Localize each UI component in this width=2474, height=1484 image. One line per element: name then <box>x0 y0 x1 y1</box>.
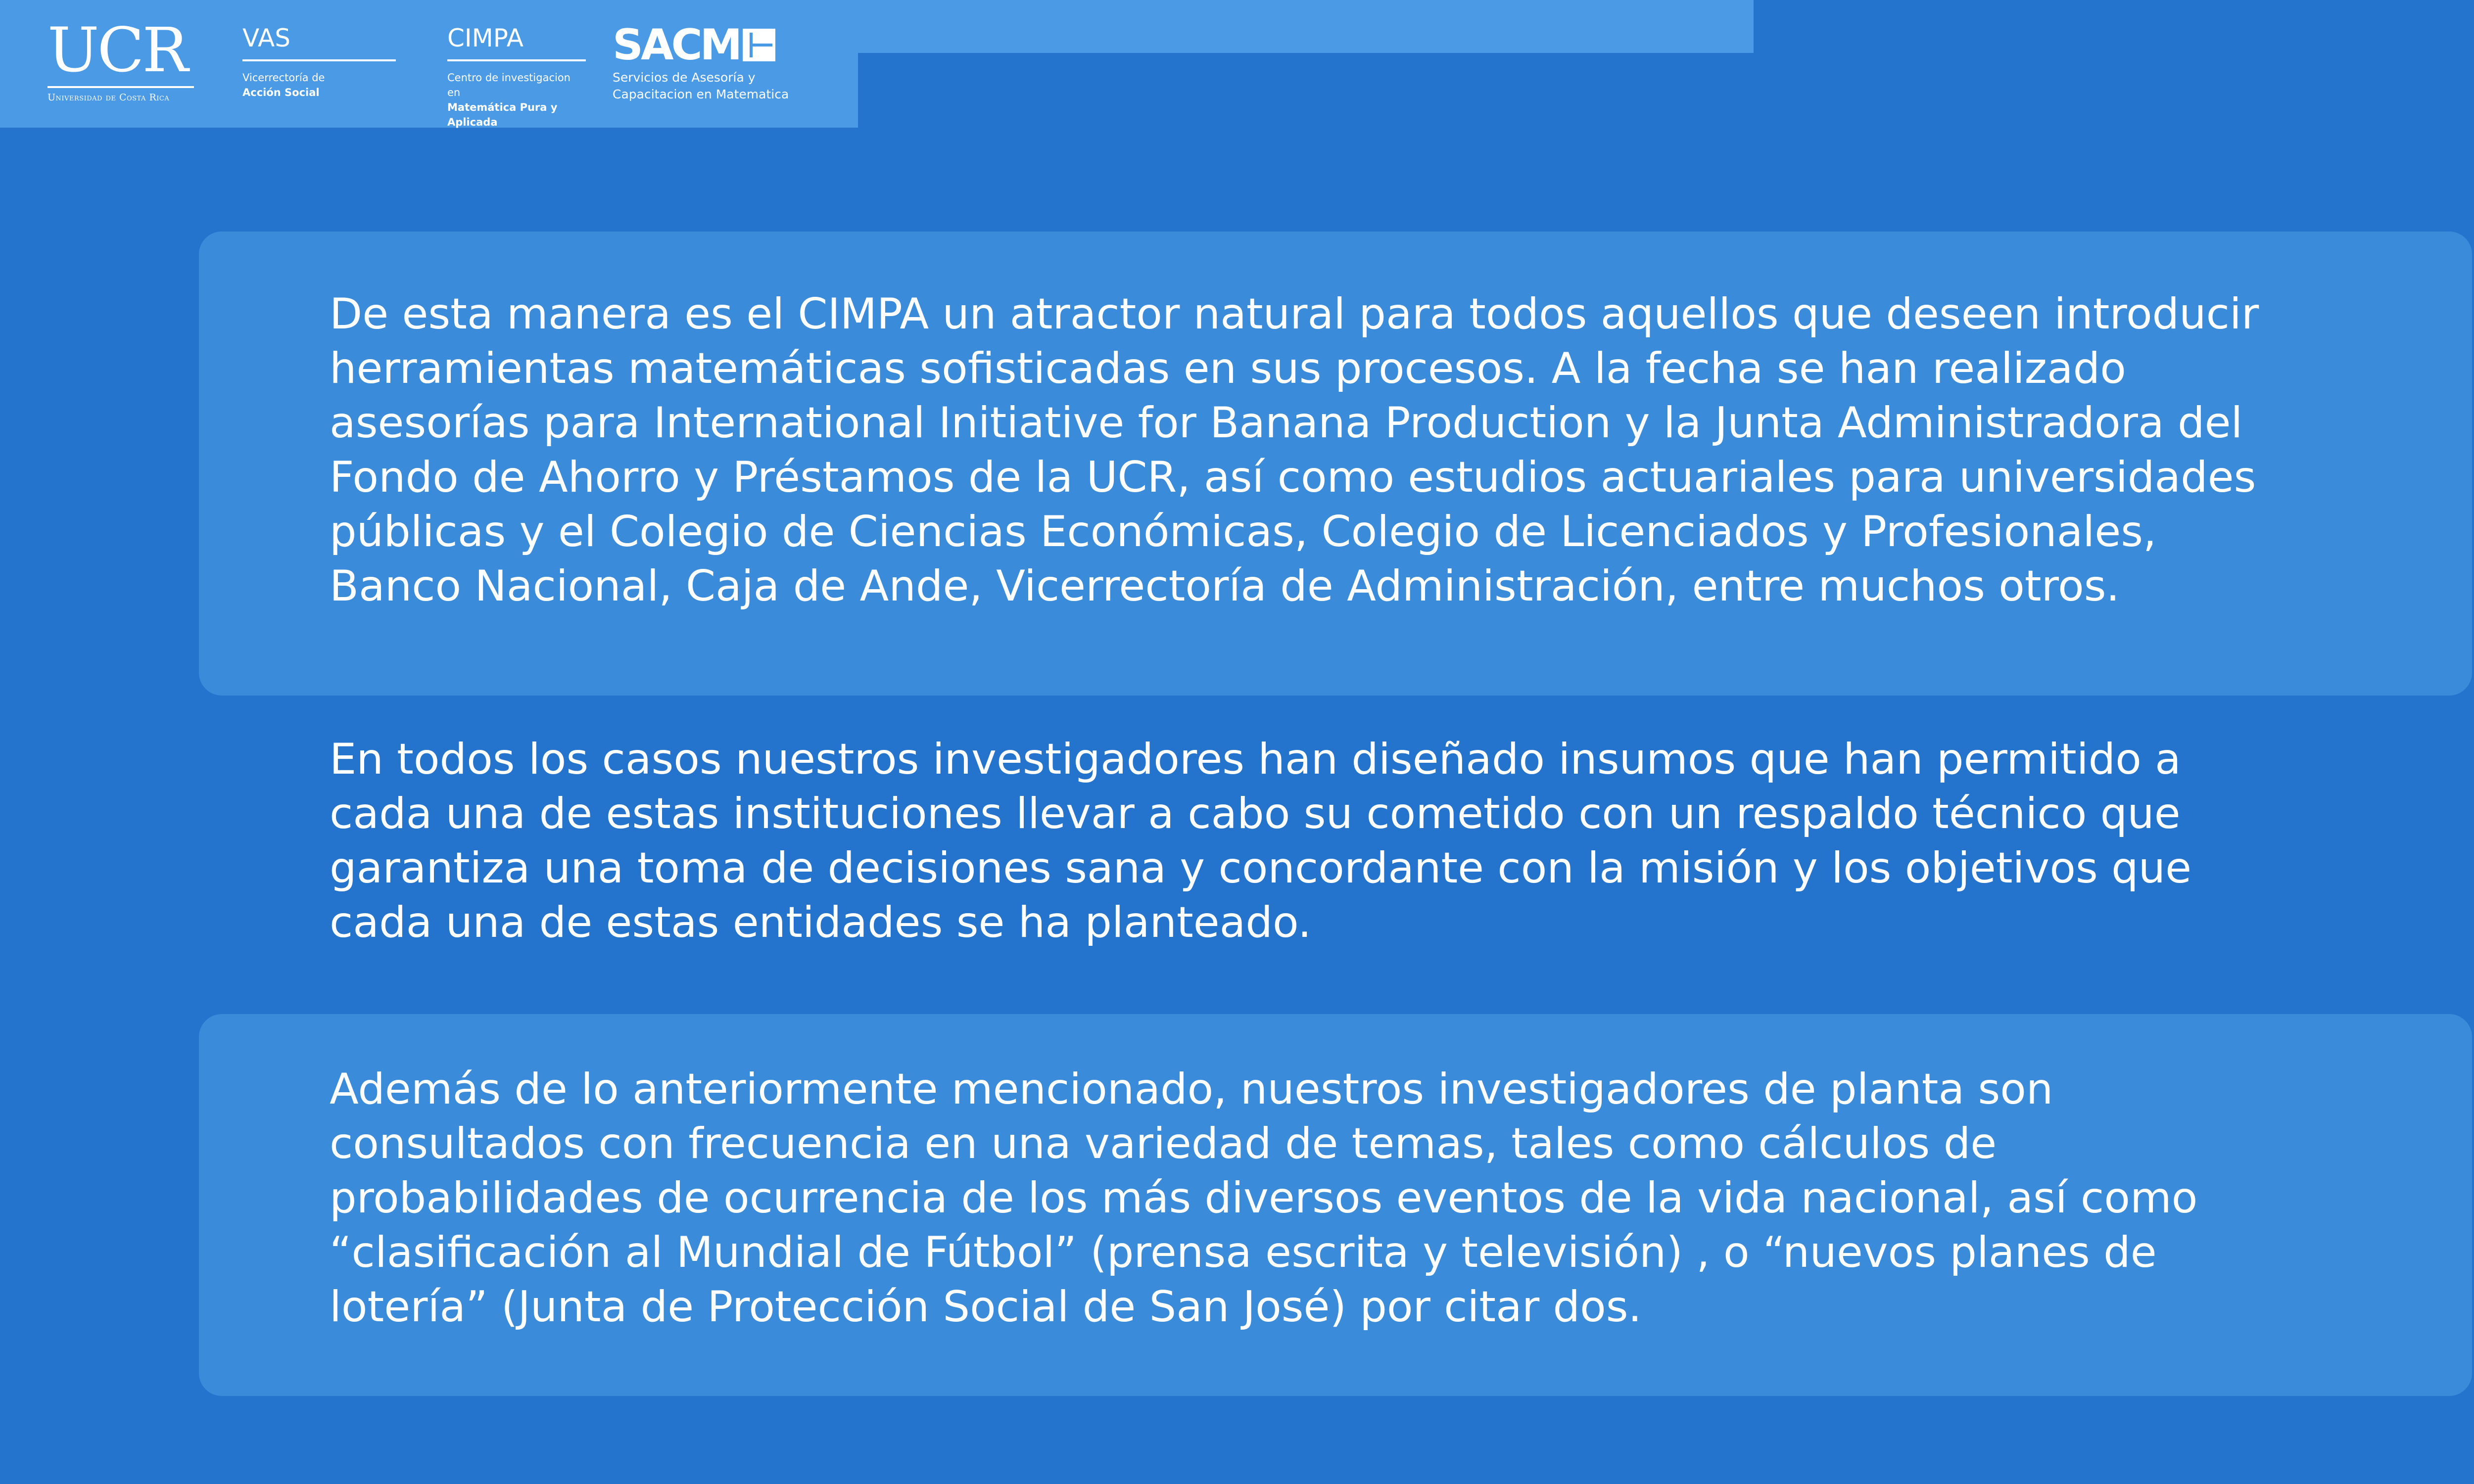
cimpa-logo-line-2: Matemática Pura y <box>447 101 558 113</box>
paragraph-consultations: Además de lo anteriormente mencionado, nuestros investigadores de planta son consultados con frecuencia en una variedad de temas, tales como cálculos de probabilidades de ocurrencia de los más diversos eventos de la vida nacional, así como “clasificación al Mundial de Fútbol” (prensa escrita y televisión) , o “nuevos planes de lotería” (Junta de Protección Social de San José) por citar dos. <box>330 1065 2198 1332</box>
ucr-logo <box>48 15 196 103</box>
cimpa-logo-subtitle <box>447 70 586 130</box>
cimpa-logo-divider <box>447 59 586 61</box>
vas-logo-line-2: Acción Social <box>242 87 320 98</box>
sacm-logo-icon <box>743 29 775 61</box>
sacm-logo <box>613 20 820 103</box>
cimpa-logo <box>447 26 586 130</box>
sacm-logo-subtitle <box>613 69 820 103</box>
sacm-logo-wordmark <box>613 20 820 70</box>
sacm-logo-line-2: Capacitacion en Matematica <box>613 87 789 101</box>
vas-logo <box>242 26 396 100</box>
vas-logo-line-1: Vicerrectoría de <box>242 72 325 84</box>
sacm-logo-line-1: Servicios de Asesoría y <box>613 70 756 85</box>
paragraph-cimpa-advisory: De esta manera es el CIMPA un atractor natural para todos aquellos que deseen introducir herramientas matemáticas sofisticadas en sus procesos. A la fecha se han realizado asesorías para International Initiative for Banana Production y la Junta Administradora del Fondo de Ahorro y Préstamos de la UCR, así como estudios actuariales para universidades públicas y el Colegio de Ciencias Económicas, Colegio de Licenciados y Profesionales, Banco Nacional, Caja de Ande, Vicerrectoría de Administración, entre muchos otros. <box>330 289 2259 611</box>
cimpa-logo-line-1: Centro de investigacion en <box>447 72 571 98</box>
paragraph-investigators-inputs: En todos los casos nuestros investigadores han diseñado insumos que han permitido a cada una de estas instituciones llevar a cabo su cometido con un respaldo técnico que garantiza una toma de decisiones sana y concordante con la misión y los objetivos que cada una de estas entidades se ha planteado. <box>330 735 2192 947</box>
vas-logo-subtitle <box>242 70 396 100</box>
sacm-logo-title: SACM <box>613 20 740 70</box>
ucr-logo-divider <box>48 86 194 88</box>
ucr-logo-name: UCR <box>48 15 187 86</box>
vas-logo-divider <box>242 59 396 61</box>
cimpa-logo-title: CIMPA <box>447 24 523 52</box>
vas-logo-title: VAS <box>242 24 290 52</box>
ucr-logo-subtitle: Universidad de Costa Rica <box>48 92 170 103</box>
cimpa-logo-line-3: Aplicada <box>447 116 498 128</box>
